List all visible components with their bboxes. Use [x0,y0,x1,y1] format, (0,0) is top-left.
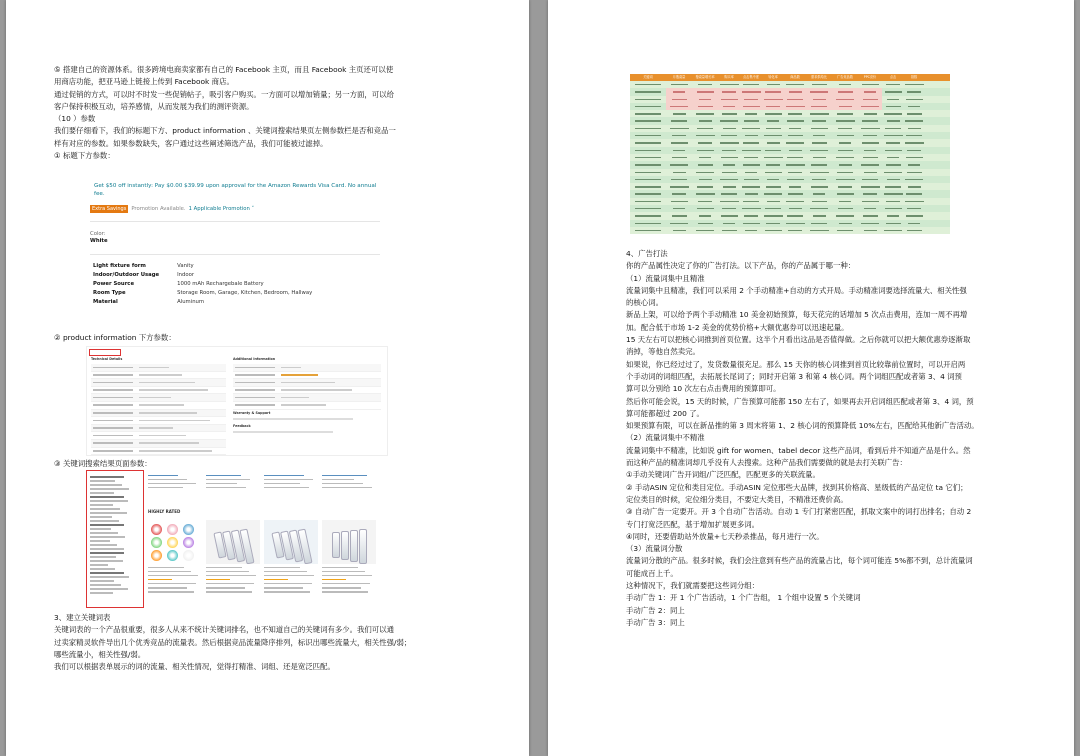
table-row [233,364,381,372]
paragraph: 可能成百上千。 [626,568,678,578]
paragraph: 消掉，等他自然卖完。 [626,347,700,357]
filter-option[interactable] [90,496,124,498]
filter-option[interactable] [90,500,128,502]
spec-key: Material [93,299,118,306]
filter-option[interactable] [90,552,124,554]
technical-details-title: Technical Details [91,357,123,361]
title-params-screenshot [86,176,386,326]
table-row [630,147,950,154]
spec-row [89,298,312,307]
table-row [630,154,950,161]
paragraph: 你的产品属性决定了你的广告打法。以下产品，你的产品属于哪一种： [626,261,856,271]
product-image[interactable] [206,520,260,564]
product-image[interactable] [148,520,202,564]
paragraph: 新品上架，可以给予两个手动精准 10 美金初始预算，每天花完的话增加 5 次点击费用，连加一周不再增 [626,310,968,320]
spec-row [89,289,312,298]
table-header-cell: 商品数 [790,75,800,79]
filter-option[interactable] [90,488,129,490]
applicable-promotion-link[interactable]: 1 Applicable Promotion ˅ [188,206,255,212]
table-header-cell: 搜索量增长率 [695,75,715,79]
table-row [233,402,381,410]
filter-option[interactable] [90,568,115,570]
filter-option[interactable] [90,512,127,514]
divider [90,254,380,255]
table-row [630,227,950,234]
table-row [91,448,226,456]
section-heading: （1）流量词集中且精准 [626,273,705,283]
filter-option[interactable] [90,548,124,550]
table-row [630,183,950,190]
table-header-cell: 转化率 [768,75,778,79]
paragraph: 如果说，你已经过过了，发货数量很充足。那么 15 天你的核心词推到首页比较靠前位置时，可以开启两 [626,359,966,369]
warranty-support-title: Warranty & Support [233,411,271,415]
table-header-cell: 购买率 [724,75,734,79]
filter-option[interactable] [90,520,119,522]
paragraph: 如果预算有限，可以在新品推的第 3 周末将第 1、2 核心词的预算降低 10%左右，匹配给其他新广告活动。 [626,421,979,431]
table-row [630,198,950,205]
document-page-1 [6,0,529,756]
table-row [630,125,950,132]
table-row [91,440,226,448]
document-page-2 [548,0,1074,756]
spec-key: Room Type [93,290,126,297]
paragraph: 定位类目的时候，定位细分类目，不要定大类目，不精准还费价高。 [626,494,848,504]
section-heading: 3、建立关键词表 [54,613,111,622]
table-row [630,81,950,88]
section-heading: （10 ）参数 [54,114,96,124]
product-specs-table [89,261,312,307]
paragraph: ③ 自动广告一定要开。开 3 个自动广告活动。自动 1 专门打紧密匹配，抓取文案中的词打出排名；自动 2 [626,507,972,517]
filter-option[interactable] [90,524,124,526]
paragraph: 加。配合低于市场 1-2 美金的优势价格+大额优惠券可以迅速起量。 [626,322,849,332]
paragraph: 15 天左右可以把核心词推到首页位置。这半个月看出这品是否值得做。之后你就可以把大额优惠券逐渐取 [626,335,971,345]
filter-option[interactable] [90,480,115,482]
filter-option[interactable] [90,560,123,562]
filter-option[interactable] [90,484,122,486]
table-row [630,205,950,212]
section-heading: 4、广告打法 [626,249,668,258]
spec-key: Light fixture form [93,262,146,269]
table-row [91,372,226,380]
spec-row [89,270,312,279]
product-image[interactable] [264,520,318,564]
section-heading: （2）流量词集中不精准 [626,433,705,443]
paragraph: 手动广告 3：同上 [626,617,685,627]
table-header-cell: 广告竞品数 [837,75,853,79]
color-label: Color: [90,231,106,237]
color-value: White [90,238,108,244]
paragraph: 过卖家精灵软件导出几个优秀竞品的流量表。然后根据竞品流量降序排列，标识出哪些流量大，相关性强/弱； [54,637,412,647]
paragraph: 客户保持积极互动，培养感情，从而发展为我们的测评资源。 [54,101,254,111]
table-row [233,379,381,387]
paragraph: 手动广告 2：同上 [626,605,685,615]
highly-rated-label: HIGHLY RATED [148,509,181,514]
table-row [91,379,226,387]
filter-sidebar-highlight [86,470,144,608]
product-card[interactable] [206,520,260,608]
table-row [233,394,381,402]
table-row [233,372,381,380]
spec-value: Vanity [177,262,194,269]
spec-value: 1000 mAh Rechargebale Battery [177,280,264,287]
paragraph: 通过促销的方式，可以时不时发一些促销帖子，吸引客户购买。一方面可以增加销量；另一方面，可以给 [54,89,394,99]
paragraph: 我们可以根据表单展示的词的流量、相关性情况，觉得打精准、词组、还是宽泛匹配。 [54,662,335,672]
product-card[interactable] [148,520,202,608]
kw-heading: ③ 关键词搜索结果页面参数： [54,459,152,468]
product-information-screenshot [86,346,388,456]
table-row [91,387,226,395]
spec-value: Indoor [177,271,195,278]
table-row [91,402,226,410]
filter-option[interactable] [90,536,125,538]
technical-details-rows [91,364,226,455]
paragraph: 哪些流量小，相关性强/弱。 [54,649,146,659]
filter-option[interactable] [90,476,124,478]
table-row [91,410,226,418]
table-row [630,132,950,139]
promo-offer-text: Get $50 off instantly: Pay $0.00 $39.99 upon approval for the Amazon Rewards Visa Card. No annual fee. [94,183,377,197]
table-row [630,103,950,110]
table-row [630,176,950,183]
feedback-title: Feedback [233,424,251,428]
table-row [630,117,950,124]
paragraph: 流量词分散的产品。很多时候，我们会注意到有些产品的流量占比，每个词可能连 5%都不到，总计流量词 [626,556,973,566]
paragraph: ② 手动ASIN 定位和类目定位。手动ASIN 定位那些大品牌，找到其价格高、星级低的产品定位 ta 它们； [626,482,968,492]
table-row [91,432,226,440]
promo-available-text: Promotion Available. [131,206,186,212]
table-row [630,220,950,227]
table-row [630,169,950,176]
product-cards [148,520,384,608]
filter-option[interactable] [90,540,110,542]
paragraph: 然后你可能会说，15 天的时候，广告预算可能都 150 左右了，如果再去开启词组匹配或者第 3、4 词，预 [626,396,974,406]
search-results-screenshot [86,470,384,610]
paragraph: 算可以分别给 10 次左右点击费用的预算即可。 [626,384,781,394]
additional-information-title: Additional Information [233,357,276,361]
additional-info-rows [233,364,381,410]
keyword-table-body [630,81,950,234]
table-header-cell: 月搜索量 [672,75,686,79]
filter-option[interactable] [90,588,128,590]
paragraph: 算可能都超过 200 了。 [626,408,704,418]
table-header-cell: 需求供给比 [811,75,827,79]
filter-option[interactable] [90,576,129,578]
table-row [91,394,226,402]
paragraph: 的核心词。 [626,298,663,308]
paragraph: 我们要仔细看下，我们的标题下方、product information 、关键词搜索结果页左侧参数栏是否和竞品一 [54,126,396,136]
spec-value: Storage Room, Garage, Kitchen, Bedroom, Hallway [177,290,313,297]
keyword-table-screenshot [630,74,950,236]
product-card[interactable] [264,520,318,608]
paragraph: 用商店功能，把亚马逊上链接上传到 Facebook 商店。 [54,77,234,87]
filter-option[interactable] [90,572,124,574]
filter-option[interactable] [90,528,111,530]
spec-key: Indoor/Outdoor Usage [93,271,160,278]
section-heading: （3）流量词分散 [626,544,683,554]
spec-row [89,279,312,288]
table-row [630,139,950,146]
filter-option[interactable] [90,508,120,510]
table-row [630,110,950,117]
paragraph: 手动广告 1：开 1 个广告活动，1 个广告组， 1 个组中设置 5 个关键词 [626,593,861,603]
sponsored-rows [148,472,382,512]
sponsored-item[interactable] [206,472,260,491]
table-row [91,425,226,433]
paragraph: 关键词表的一个产品很重要，很多人从来不统计关键词排名，也不知道自己的关键词有多少。我们可以通 [54,625,394,635]
product-image[interactable] [322,520,376,564]
paragraph: 流量词集中且精准，我们可以采用 2 个手动精准+自动的方式开局。手动精准词要选择流量大、相关性强 [626,285,967,295]
table-row [630,161,950,168]
paragraph: ① 标题下方参数： [54,151,115,161]
bottom-paragraphs [54,612,411,673]
spec-row [89,261,312,270]
paragraph: 样有对应的参数。如果参数缺失，客户通过这些阐述筛选产品，我们可能被过滤掉。 [54,138,328,148]
paragraph: ①手动关键词广告开词组/广泛匹配，匹配更多的关联流量。 [626,470,820,480]
table-row [630,96,950,103]
table-row [630,190,950,197]
table-row [233,387,381,395]
spec-key: Power Source [93,280,135,287]
paragraph: 这种情况下，我们就需要把这些词分组： [626,581,760,591]
divider [90,221,380,222]
table-header-cell: 指数 [910,75,918,79]
sponsored-item[interactable] [322,472,376,491]
filter-option[interactable] [90,592,113,594]
paragraph: ⑤ 搭建自己的资源体系。很多跨境电商卖家都有自己的 Facebook 主页，而且 Facebook 主页还可以使 [54,65,394,74]
paragraph: 流量词集中不精准，比如说 gift for women、tabel decor 这些产品词，看到后并不知道产品是什么。然 [626,445,971,455]
filter-option[interactable] [90,584,121,586]
filter-option[interactable] [90,544,117,546]
filter-option[interactable] [90,504,113,506]
pi-heading: ② product information 下方参数： [54,333,176,342]
table-row [91,417,226,425]
filter-option[interactable] [90,532,118,534]
filter-option[interactable] [90,580,114,582]
paragraph: 个手动词的词组匹配，去拓展长尾词了；同时开启第 3 和第 4 核心词。两个词组匹配或者第 3、4 词预 [626,371,962,381]
table-header-cell: PPC竞价 [863,75,877,79]
highlight-box [89,349,121,356]
page2-paragraphs [626,248,979,629]
table-header-cell: 点击 [889,75,897,79]
keyword-table-header [630,74,950,81]
filter-option[interactable] [90,492,114,494]
paragraph: ④同时，还要借助站外放量+七天秒杀推品，每月进行一次。 [626,531,824,541]
sponsored-item[interactable] [148,472,202,491]
paragraph: 专门打宽泛匹配，基于增加扩展更多词。 [626,519,760,529]
spec-value: Aluminum [177,299,205,306]
filter-option[interactable] [90,516,112,518]
table-row [630,212,950,219]
table-row [91,364,226,372]
table-row [630,88,950,95]
filter-option[interactable] [90,556,116,558]
top-paragraphs [54,64,396,162]
table-header-cell: 关键词 [643,75,653,79]
paragraph: 而这种产品的精准词却几乎没有人去搜索。这种产品我们需要做的就是去打关联广告： [626,458,907,468]
filter-option[interactable] [90,564,108,566]
product-card[interactable] [322,520,376,608]
sponsored-item[interactable] [264,472,318,491]
extra-savings-badge: Extra Savings [92,206,127,212]
table-header-cell: 点击集中度 [743,75,759,79]
